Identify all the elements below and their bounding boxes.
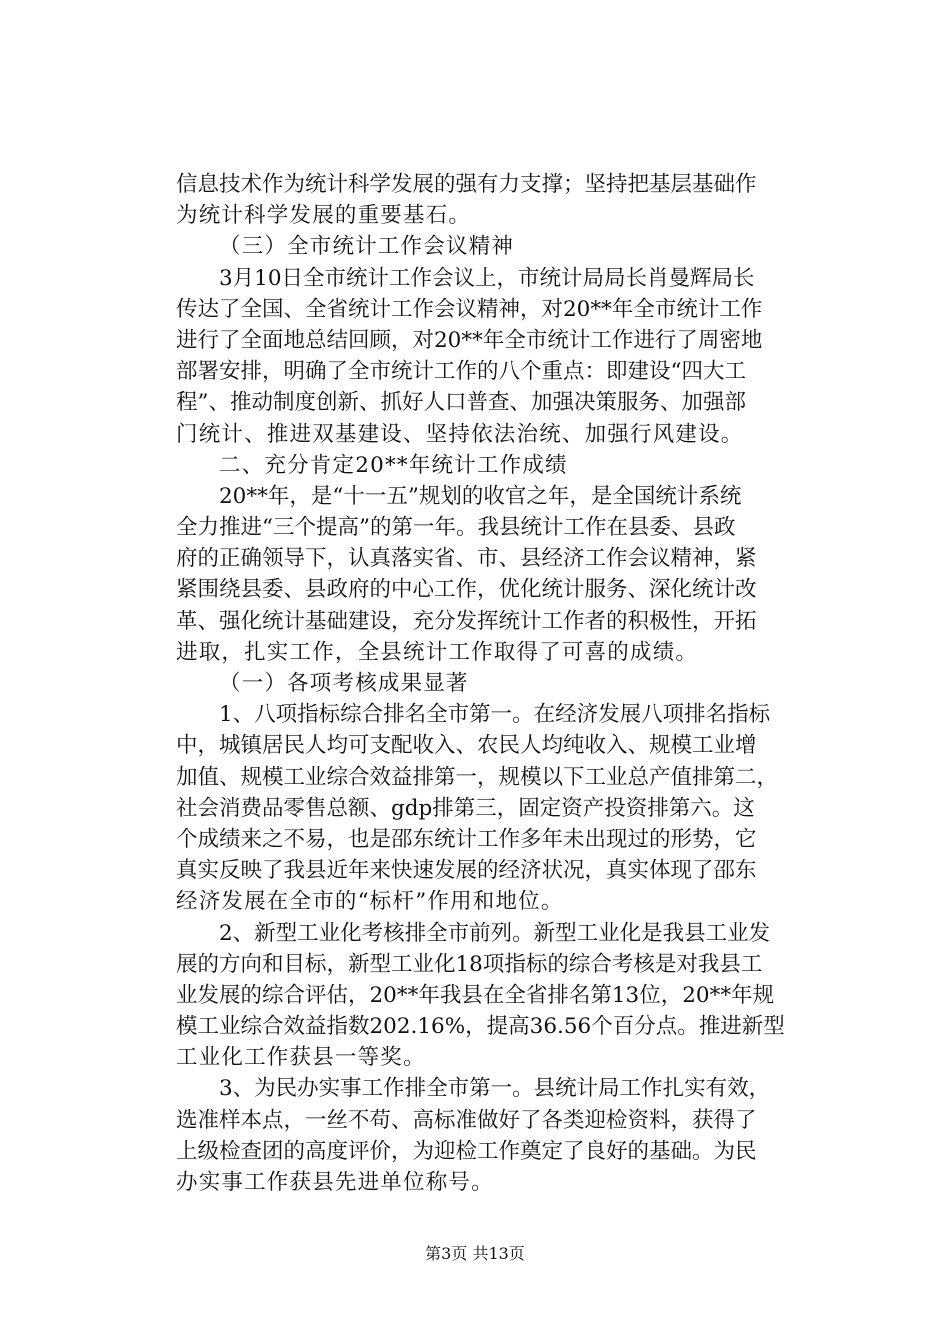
text-line: （三）全市统计工作会议精神 [219, 234, 515, 260]
text-line: 程”、推动制度创新、抓好人口普查、加强决策服务、加强部 [176, 390, 746, 416]
text-line: （一）各项考核成果显著 [219, 671, 469, 696]
text-line: 中，城镇居民人均可支配收入、农民人均纯收入、规模工业增 [176, 733, 757, 759]
text-line: 工业化工作获县一等奖。 [176, 1045, 426, 1071]
text-line: 紧围绕县委、县政府的中心工作，优化统计服务、深化统计改 [176, 577, 757, 603]
text-line: 真实反映了我县近年来快速发展的经济状况，真实体现了邵东 [176, 858, 757, 884]
text-line: 展的方向和目标，新型工业化18项指标的综合考核是对我县工 [176, 951, 763, 977]
text-line: 府的正确领导下，认真落实省、市、县经济工作会议精神，紧 [176, 546, 757, 572]
page-footer: 第3页 共13页 [425, 1244, 525, 1263]
document-body [176, 169, 830, 1198]
text-line: 个成绩来之不易，也是邵东统计工作多年未出现过的形势，它 [176, 826, 757, 852]
text-line: 为统计科学发展的重要基石。 [176, 203, 472, 229]
text-line: 上级检查团的高度评价，为迎检工作奠定了良好的基础。为民 [176, 1138, 757, 1164]
text-line: 1、八项指标综合排名全市第一。在经济发展八项排名指标 [219, 702, 771, 728]
text-line: 二、充分肯定20**年统计工作成绩 [219, 452, 568, 478]
text-line: 传达了全国、全省统计工作会议精神，对20**年全市统计工作 [176, 296, 763, 322]
text-line: 模工业综合效益指数202.16%，提高36.56个百分点。推进新型 [176, 1014, 785, 1040]
text-line: 门统计、推进双基建设、坚持依法治统、加强行风建设。 [176, 421, 744, 447]
text-line: 3、为民办实事工作排全市第一。县统计局工作扎实有效， [219, 1076, 771, 1102]
text-line: 2、新型工业化考核排全市前列。新型工业化是我县工业发 [219, 920, 771, 946]
text-line: 进行了全面地总结回顾，对20**年全市统计工作进行了周密地 [176, 327, 763, 353]
text-line: 业发展的综合评估，20**年我县在全省排名第13位，20**年规 [176, 982, 775, 1008]
text-line: 办实事工作获县先进单位称号。 [176, 1170, 494, 1195]
text-line: 信息技术作为统计科学发展的强有力支撑；坚持把基层基础作 [176, 172, 757, 197]
text-line: 加值、规模工业综合效益排第一，规模以下工业总产值排第二， [176, 764, 779, 790]
text-line: 部署安排，明确了全市统计工作的八个重点：即建设“四大工 [176, 359, 746, 385]
text-line: 3月10日全市统计工作会议上，市统计局局长肖曼辉局长 [219, 265, 755, 291]
text-line: 革、强化统计基础建设，充分发挥统计工作者的积极性，开拓 [176, 608, 757, 634]
text-line: 经济发展在全市的“标杆”作用和地位。 [176, 889, 564, 915]
text-line: 20**年，是“十一五”规划的收官之年，是全国统计系统 [219, 483, 742, 509]
text-line: 进取，扎实工作，全县统计工作取得了可喜的成绩。 [176, 639, 699, 665]
text-line: 社会消费品零售总额、gdp排第三，固定资产投资排第六。这 [176, 795, 755, 821]
text-line: 选准样本点，一丝不苟、高标准做好了各类迎检资料，获得了 [176, 1107, 757, 1133]
text-line: 全力推进“三个提高”的第一年。我县统计工作在县委、县政 [176, 515, 736, 541]
